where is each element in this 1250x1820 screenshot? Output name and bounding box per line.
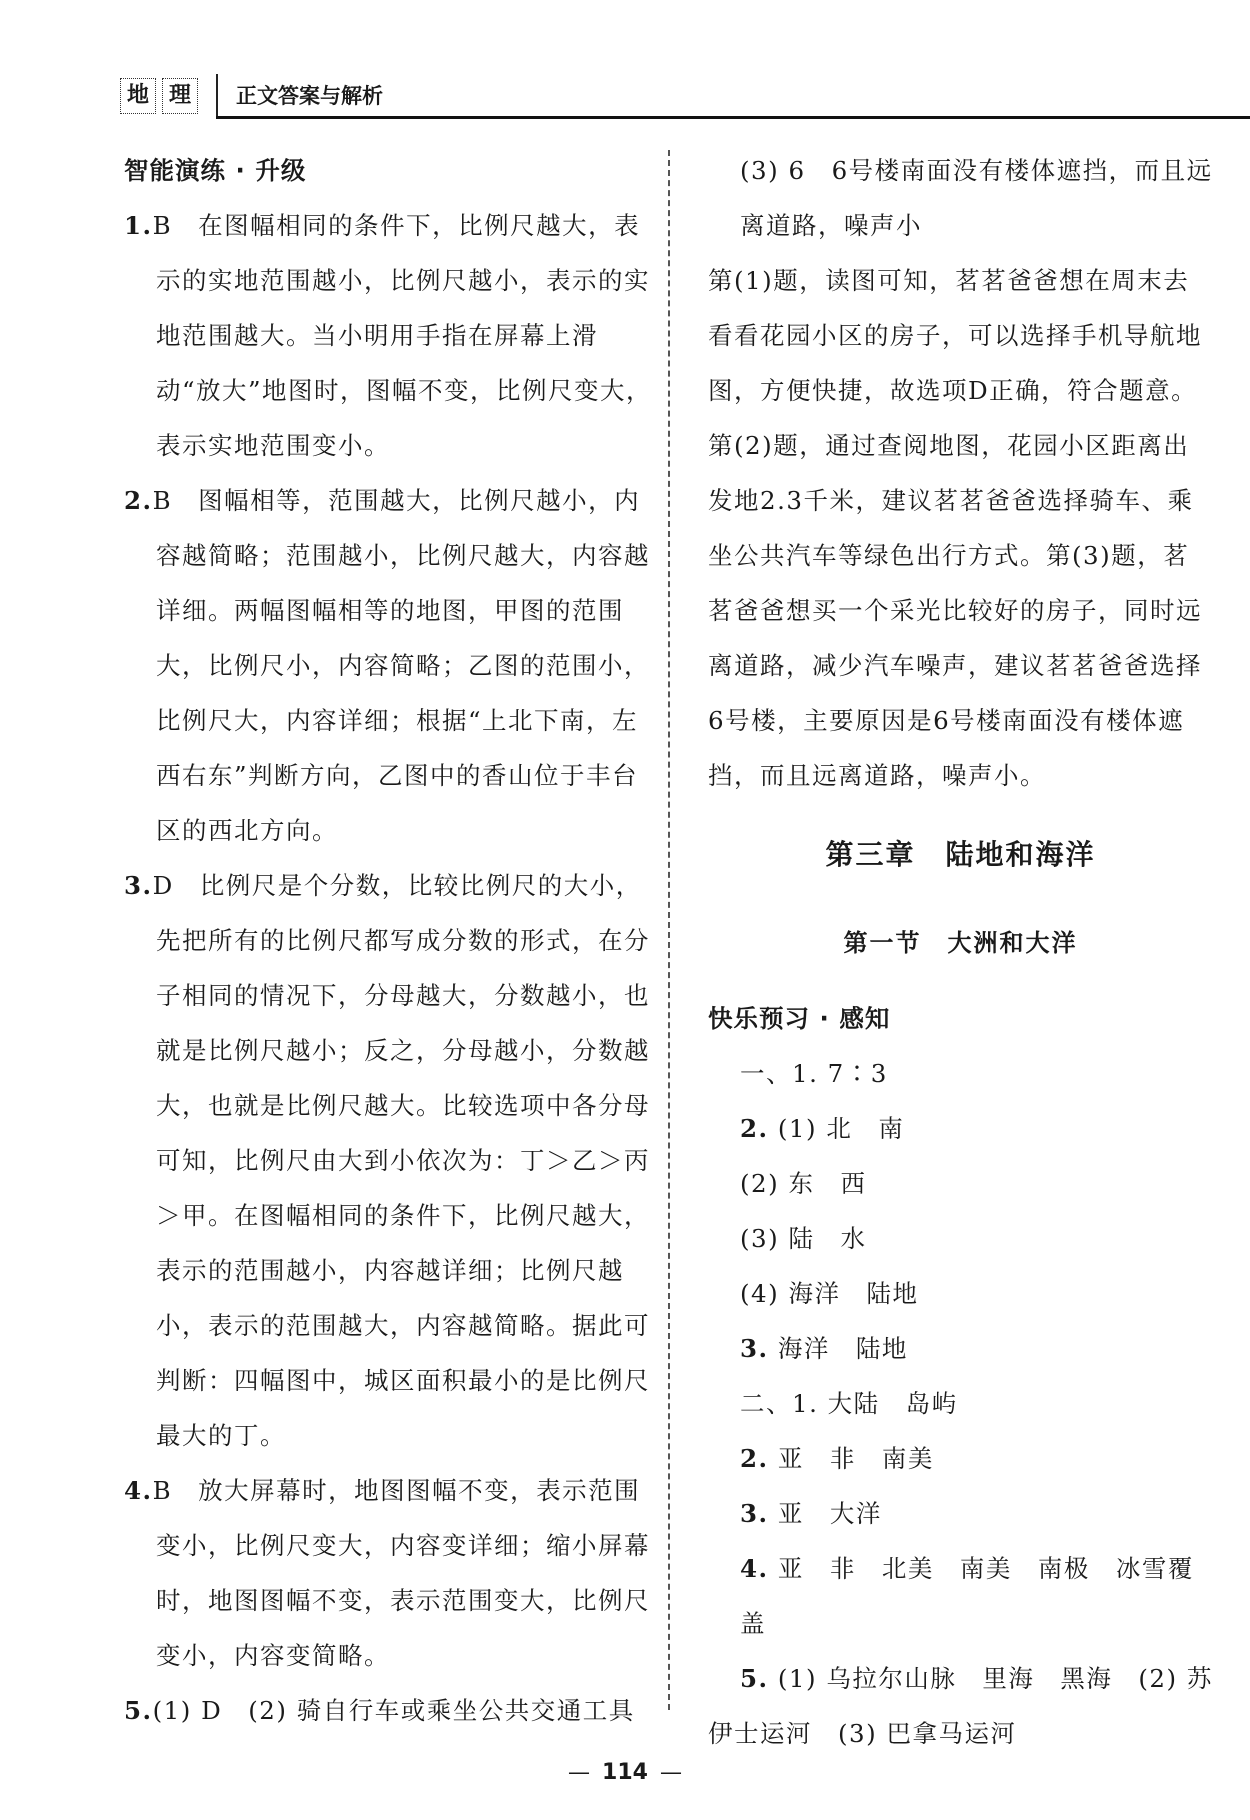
section-title: 第一节 大洲和大洋 (843, 929, 1078, 957)
answer-line (708, 1486, 1213, 1541)
footer-dash: — (568, 1760, 591, 1785)
item-text: B 放大屏幕时，地图图幅不变，表示范围变小，比例尺变大，内容变详细；缩小屏幕时，地图图幅不变，表示范围变大，比例尺变小，内容变简略。 (152, 1476, 650, 1670)
line-text: 亚 非 南美 (777, 1444, 934, 1473)
answer-line (708, 1321, 1213, 1376)
column-divider (668, 150, 670, 1710)
answer-line (708, 1046, 1213, 1101)
header-rule (216, 116, 1250, 119)
line-text: (1) 乌拉尔山脉 里海 黑海 (2) 苏伊士运河 (3) 巴拿马运河 (708, 1664, 1213, 1748)
item-text: D 比例尺是个分数，比较比例尺的大小，先把所有的比例尺都写成分数的形式，在分子相同的情况下，分母越大，分数越小，也就是比例尺越小；反之，分母越小，分数越大，也就是比例尺越大。比较选项中各分母可知，比例尺由大到小依次为：丁＞乙＞丙＞甲。在图幅相同的条件下，比例尺越大，表示的范围越小，内容越详细；比例尺越小，表示的范围越大，内容越简略。据此可判断：四幅图中，城区面积最小的是比例尺最大的丁。 (152, 871, 650, 1450)
answer-item (124, 1683, 654, 1738)
line-text: 一、1. 7∶3 (740, 1059, 888, 1088)
answer-item (124, 1463, 654, 1683)
item-number: 2. (124, 486, 153, 515)
item-number: 4. (124, 1476, 153, 1505)
answer-line (708, 1541, 1213, 1651)
answer-line (708, 1156, 1213, 1211)
item-text: B 在图幅相同的条件下，比例尺越大，表示的实地范围越小，比例尺越小，表示的实地范围越大。当小明用手指在屏幕上滑动“放大”地图时，图幅不变，比例尺变大，表示实地范围变小。 (152, 211, 653, 460)
answer-line (708, 1376, 1213, 1431)
answer-continuation: (3) 6 6号楼南面没有楼体遮挡，而且远离道路，噪声小 (740, 156, 1213, 240)
line-text: 亚 大洋 (777, 1499, 882, 1528)
line-text: 亚 非 北美 南美 南极 冰雪覆盖 (740, 1554, 1194, 1638)
right-column (708, 143, 1213, 1761)
line-number: 3. (740, 1499, 769, 1528)
answer-line (708, 1211, 1213, 1266)
subject-char: 理 (162, 78, 198, 114)
section-heading: 智能演练 · 升级 (124, 156, 307, 185)
explanation-text: 第(1)题，读图可知，茗茗爸爸想在周末去看看花园小区的房子，可以选择手机导航地图，方便快捷，故选项D正确，符合题意。第(2)题，通过查阅地图，花园小区距离出发地2.3千米，建议茗茗爸爸选择骑车、乘坐公共汽车等绿色出行方式。第(3)题，茗茗爸爸想买一个采光比较好的房子，同时远离道路，减少汽车噪声，建议茗茗爸爸选择6号楼，主要原因是6号楼南面没有楼体遮挡，而且远离道路，噪声小。 (708, 266, 1202, 790)
line-number: 2. (740, 1114, 769, 1143)
item-number: 5. (124, 1696, 153, 1725)
line-text: (2) 东 西 (740, 1169, 867, 1198)
answer-line (708, 1431, 1213, 1486)
line-number: 4. (740, 1554, 769, 1583)
line-number: 3. (740, 1334, 769, 1363)
answer-line (708, 1651, 1213, 1761)
line-number: 2. (740, 1444, 769, 1473)
line-text: 二、1. 大陆 岛屿 (740, 1389, 958, 1418)
page-number: 114 (602, 1760, 648, 1785)
footer-dash: — (659, 1760, 682, 1785)
item-text: (1) D (2) 骑自行车或乘坐公共交通工具 (152, 1696, 635, 1725)
item-number: 1. (124, 211, 153, 240)
subject-char: 地 (120, 78, 156, 114)
answer-item (124, 198, 654, 473)
line-number: 5. (740, 1664, 769, 1693)
line-text: (1) 北 南 (777, 1114, 905, 1143)
header-title: 正文答案与解析 (236, 84, 383, 108)
section-heading: 快乐预习 · 感知 (708, 1004, 891, 1033)
header-divider (216, 74, 218, 118)
page-footer (0, 1760, 1250, 1785)
subject-label (120, 78, 198, 114)
line-text: 海洋 陆地 (777, 1334, 908, 1363)
left-column (124, 143, 654, 1738)
answer-line (708, 1101, 1213, 1156)
answer-line (708, 1266, 1213, 1321)
line-text: (4) 海洋 陆地 (740, 1279, 919, 1308)
item-text: B 图幅相等，范围越大，比例尺越小，内容越简略；范围越小，比例尺越大，内容越详细。两幅图幅相等的地图，甲图的范围大，比例尺小，内容简略；乙图的范围小，比例尺大，内容详细；根据“上北下南，左西右东”判断方向，乙图中的香山位于丰台区的西北方向。 (152, 486, 650, 845)
line-text: (3) 陆 水 (740, 1224, 867, 1253)
answer-item (124, 858, 654, 1463)
page-header (120, 74, 1210, 122)
answer-item (124, 473, 654, 858)
item-number: 3. (124, 871, 153, 900)
chapter-title: 第三章 陆地和海洋 (825, 838, 1096, 871)
